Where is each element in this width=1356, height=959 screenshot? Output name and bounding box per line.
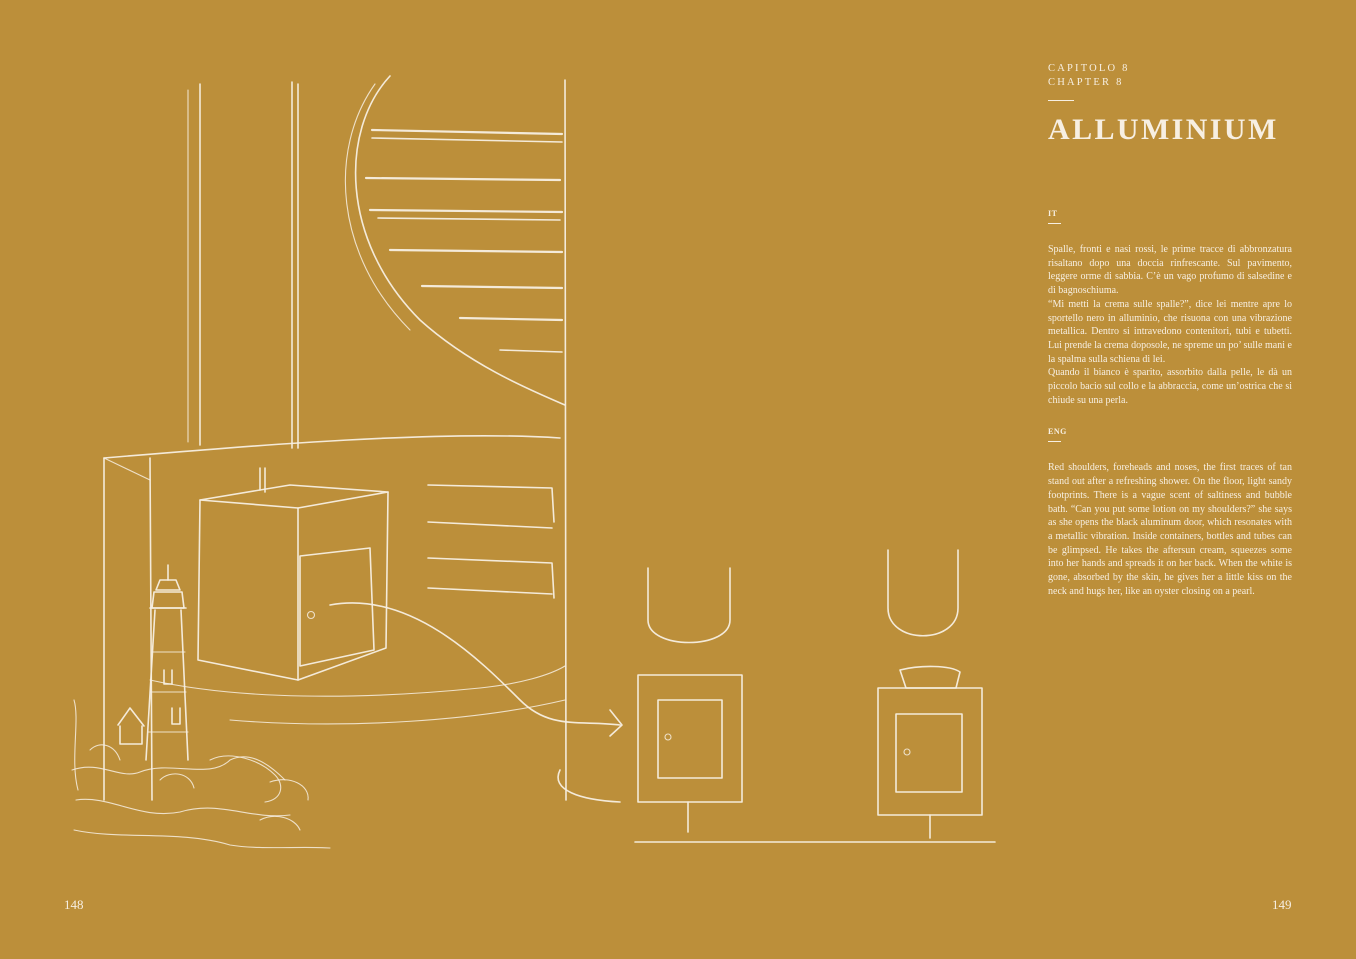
paragraph-it-2: “Mi metti la crema sulle spalle?”, dice lei mentre apre lo sportello nero in alluminio, che risuona con una vibrazione metallica. Dentro si intravedono contenitori, tubi e tubetti. Lui prende la crema doposole, ne spreme un po’ sulle mani e la spalma sulla schiena di lei. (1048, 298, 1292, 365)
bathroom-illustration (60, 60, 1020, 860)
page-number-left: 148 (64, 897, 84, 912)
section-rule-eng (1048, 441, 1061, 442)
chapter-text-column (1048, 62, 1292, 598)
body-text-it (1048, 243, 1292, 407)
section-label-it: IT (1048, 209, 1058, 218)
page-number-right: 149 (1272, 897, 1292, 912)
paragraph-it-3: Quando il bianco è sparito, assorbito dalla pelle, le dà un piccolo bacio sul collo e la abbraccia, come un’ostrica che si chiude su una perla. (1048, 367, 1292, 406)
line-drawing (60, 60, 1020, 860)
paragraph-it-1: Spalle, fronti e nasi rossi, le prime tracce di abbronzatura risaltano dopo una doccia rinfrescante. Sul pavimento, leggere orme di sabbia. C’è un vago profumo di salsedine e di bagnoschiuma. (1048, 244, 1292, 297)
title-rule (1048, 100, 1074, 101)
section-label-eng: ENG (1048, 427, 1067, 437)
section-rule-it (1048, 223, 1061, 224)
body-text-eng (1048, 461, 1292, 598)
chapter-kicker-en: CHAPTER 8 (1048, 77, 1124, 88)
chapter-kicker-it: CAPITOLO 8 (1048, 63, 1130, 74)
spacer (1048, 147, 1292, 209)
paragraph-eng-1: Red shoulders, foreheads and noses, the first traces of tan stand out after a refreshing shower. On the floor, light sandy footprints. There is a vague scent of saltiness and bubble bath. “Can you put some lotion on my shoulders?” she says as she opens the black aluminum door, which resonates with a metallic vibration. Inside containers, bottles and tubes can be glimpsed. He takes the aftersun cream, squeezes some into her hands and spreads it on her back. When the white is gone, absorbed by the skin, he gives her a little kiss on the neck and hugs her, like an oyster closing on a pearl. (1048, 462, 1292, 597)
chapter-title: ALLUMINIUM (1048, 113, 1279, 146)
spacer (1048, 407, 1292, 427)
